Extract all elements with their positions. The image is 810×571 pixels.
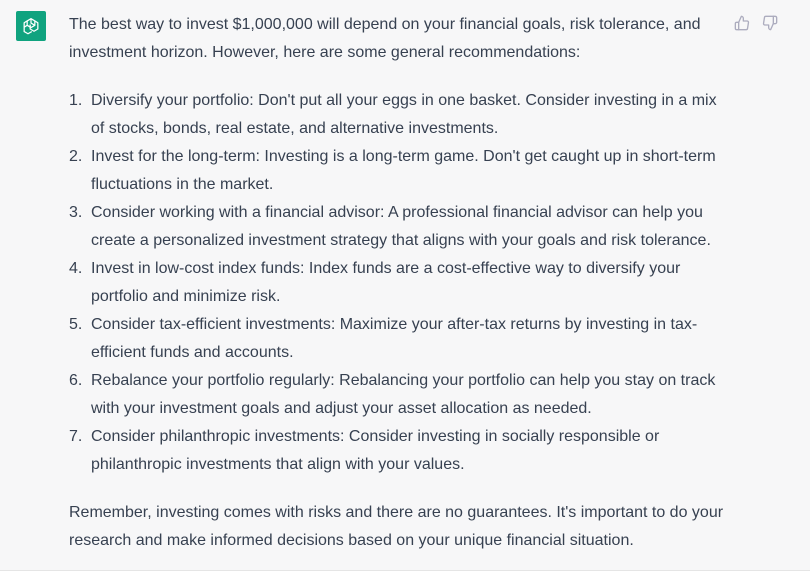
openai-logo-icon xyxy=(21,16,41,36)
list-item xyxy=(69,311,734,367)
message-content xyxy=(69,11,734,555)
list-item xyxy=(69,199,734,255)
list-item-number: 2. xyxy=(69,148,83,165)
list-item xyxy=(69,367,734,423)
list-item xyxy=(69,255,734,311)
list-item-text: Invest in low-cost index funds: Index funds are a cost-effective way to diversify your portfolio and minimize risk. xyxy=(91,260,681,305)
thumbs-down-icon xyxy=(762,15,778,31)
thumbs-up-button[interactable] xyxy=(733,14,751,32)
message-outro: Remember, investing comes with risks and there are no guarantees. It's important to do your research and make informed decisions based on your unique financial situation. xyxy=(69,504,724,549)
list-item-number: 1. xyxy=(69,92,83,109)
list-item xyxy=(69,423,734,479)
list-item-number: 6. xyxy=(69,372,83,389)
list-item-text: Rebalance your portfolio regularly: Rebalancing your portfolio can help you stay on track with your investment goals and adjust your asset allocation as needed. xyxy=(91,372,716,417)
list-item-number: 7. xyxy=(69,428,83,445)
list-item-text: Invest for the long-term: Investing is a long-term game. Don't get caught up in short-term fluctuations in the market. xyxy=(91,148,716,193)
list-item-number: 3. xyxy=(69,204,83,221)
list-item-number: 5. xyxy=(69,316,83,333)
list-item xyxy=(69,143,734,199)
list-item xyxy=(69,87,734,143)
recommendation-list xyxy=(69,87,734,479)
list-item-text: Consider working with a financial advisor: A professional financial advisor can help you create a personalized investment strategy that aligns with your goals and risk tolerance. xyxy=(91,204,711,249)
thumbs-down-button[interactable] xyxy=(761,14,779,32)
list-item-text: Diversify your portfolio: Don't put all your eggs in one basket. Consider investing in a mix of stocks, bonds, real estate, and alternative investments. xyxy=(91,92,717,137)
thumbs-up-icon xyxy=(734,15,750,31)
list-item-text: Consider tax-efficient investments: Maximize your after-tax returns by investing in tax-efficient funds and accounts. xyxy=(91,316,698,361)
feedback-buttons xyxy=(733,14,779,32)
assistant-avatar xyxy=(16,11,46,41)
list-item-number: 4. xyxy=(69,260,83,277)
list-item-text: Consider philanthropic investments: Consider investing in socially responsible or philanthropic investments that align with your values. xyxy=(91,428,660,473)
message-intro: The best way to invest $1,000,000 will depend on your financial goals, risk tolerance, and investment horizon. However, here are some general recommendations: xyxy=(69,16,701,61)
